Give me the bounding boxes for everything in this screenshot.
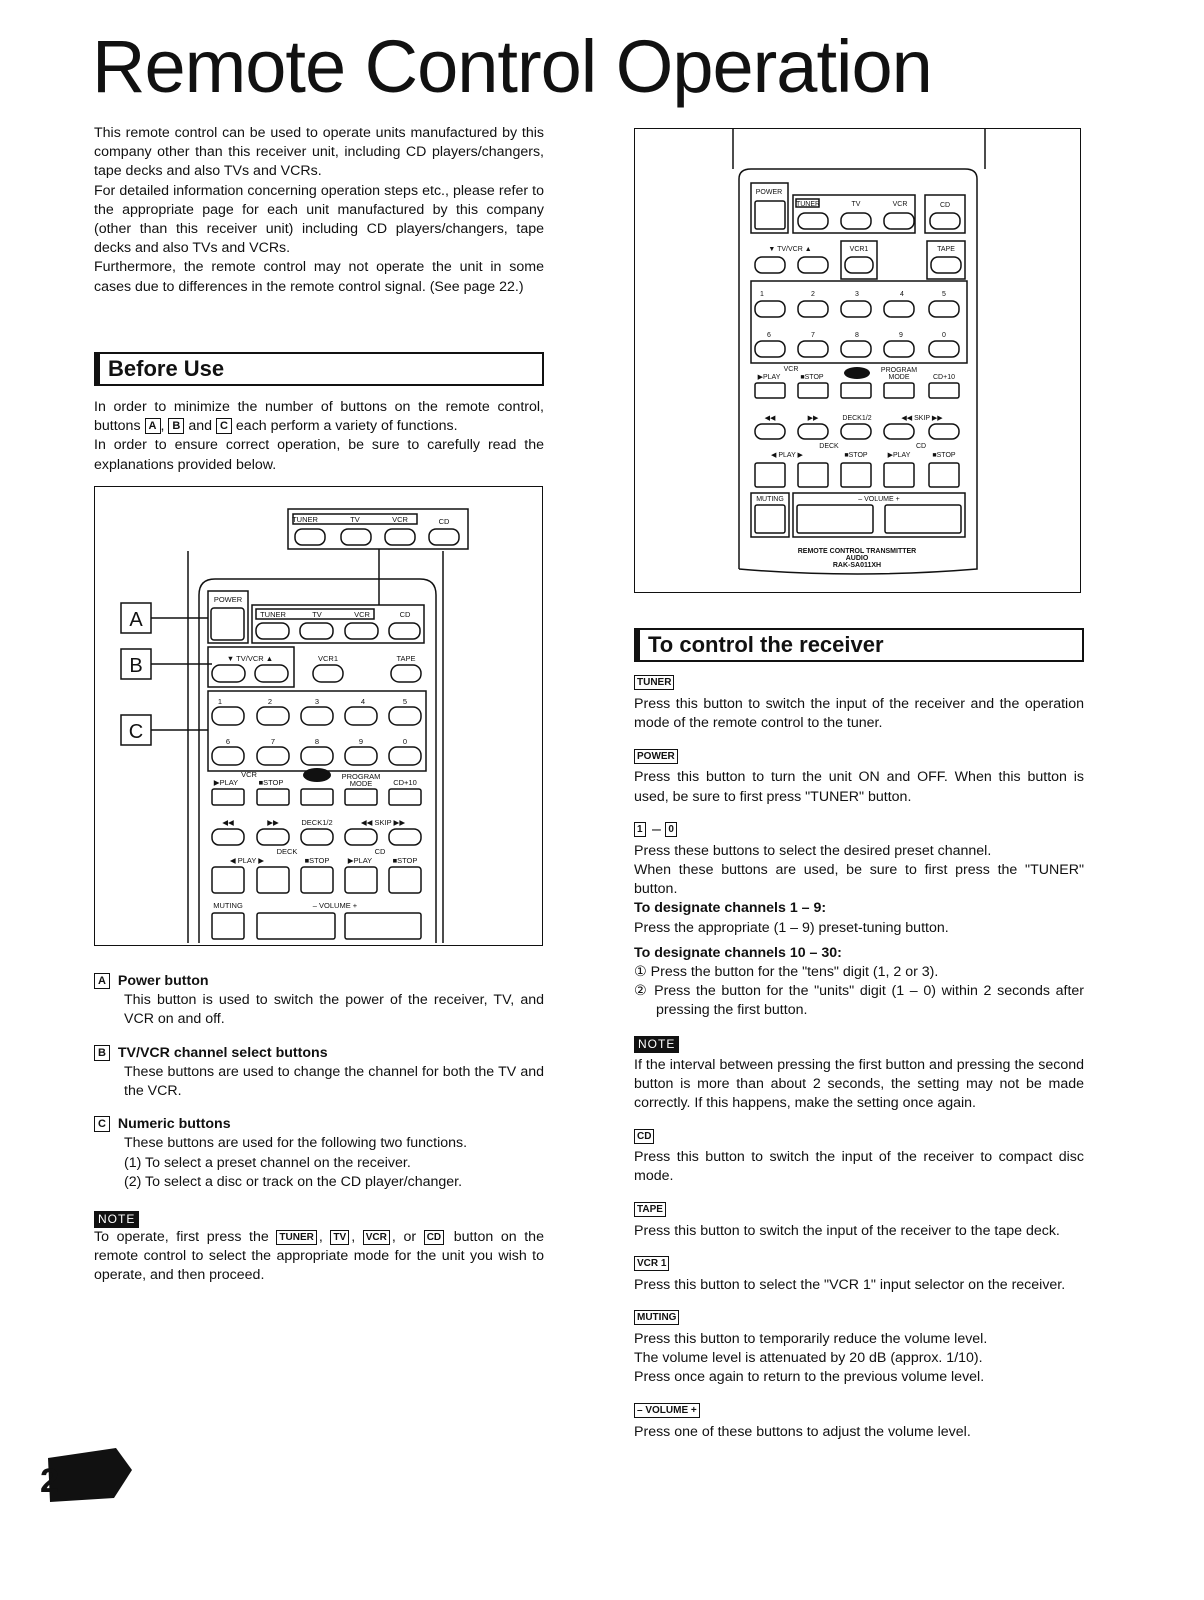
item-c-text: These buttons are used for the following two functions. <box>124 1135 468 1152</box>
tuner-text: Press this button to switch the input of the receiver and the operation mode of the remote control to the tuner. <box>634 696 1084 732</box>
numeric-step-1: ① Press the button for the "tens" digit (1, 2 or 3). <box>634 964 939 981</box>
item-c-sub-1: (1) To select a preset channel on the receiver. <box>124 1154 411 1171</box>
cd-text: Press this button to switch the input of the receiver to compact disc mode. <box>634 1149 1084 1185</box>
cd10-label: CD+10 <box>393 778 417 787</box>
r-stop: ■STOP <box>800 374 824 381</box>
r-vcr-small: VCR <box>783 366 799 373</box>
ff-label: ▶▶ <box>267 818 279 827</box>
strip-vcr-label: VCR <box>392 515 408 524</box>
item-c-tag: C <box>94 1116 110 1132</box>
r-tvvcr-label: ▼ TV/VCR ▲ <box>768 246 812 253</box>
volume-key: – VOLUME + <box>634 1403 700 1418</box>
r-ff: ▶▶ <box>807 415 819 422</box>
item-a-text: This button is used to switch the power of the receiver, TV, and VCR on and off. <box>124 992 544 1028</box>
r-program: PROGRAM <box>880 367 918 374</box>
receiver-cd <box>634 1127 1084 1186</box>
remote-drawing-left <box>95 487 541 944</box>
digit-9: 9 <box>358 737 364 746</box>
model-label: RAK-SA011XH <box>832 562 882 569</box>
tuner-key: TUNER <box>634 675 674 690</box>
r-deck-stop: ■STOP <box>844 452 868 459</box>
item-a-tag: A <box>94 973 110 989</box>
before-use-text <box>94 398 544 475</box>
r-tape-label: TAPE <box>937 246 955 253</box>
tag-a: A <box>145 418 161 434</box>
item-b-text: These buttons are used to change the channel for both the TV and the VCR. <box>124 1063 544 1100</box>
r-digit-3: 3 <box>855 291 859 298</box>
r-tv-label: TV <box>851 201 861 208</box>
note-tv-key: TV <box>330 1230 349 1245</box>
r-vcr-label: VCR <box>892 201 908 208</box>
numeric-heading-2: To designate channels 10 – 30: <box>634 944 842 961</box>
r-muting: MUTING <box>756 496 784 503</box>
receiver-tuner <box>634 674 1084 733</box>
mode-label: MODE <box>349 779 373 788</box>
strip-tv-label: TV <box>350 515 360 524</box>
vcr1-label: VCR1 <box>317 654 339 663</box>
cd-label: CD <box>399 610 411 619</box>
strip-cd-label: CD <box>438 517 450 526</box>
tag-c: C <box>216 418 232 434</box>
receiver-note-text: If the interval between pressing the first button and pressing the second button is more than about 2 seconds, the setting may not be made correctly. If this happens, make the setting once again. <box>634 1056 1084 1112</box>
remote-drawing-right <box>635 129 1079 591</box>
tvvcr-label: ▼ TV/VCR ▲ <box>226 654 274 663</box>
intro-para-3: Furthermore, the remote control may not operate the unit in some cases due to differences in the remote control signal. (See page 22.) <box>94 259 544 295</box>
r-digit-7: 7 <box>811 332 815 339</box>
r-mode: MODE <box>888 374 910 381</box>
numeric-step-2: ② Press the button for the "units" digit (1 – 0) within 2 seconds after pressing the first button. <box>634 983 1084 1019</box>
receiver-muting <box>634 1309 1084 1388</box>
tape-key: TAPE <box>634 1202 666 1217</box>
numeric-text-1: Press these buttons to select the desired preset channel. <box>634 842 992 859</box>
intro-para-2: For detailed information concerning operation steps etc., please refer to the appropriate page for each unit manufactured by this company (other than this receiver unit) including CD players/changers, tape decks and also TVs and VCRs. <box>94 182 544 257</box>
audio-label: AUDIO <box>845 555 869 562</box>
tag-b: B <box>168 418 184 434</box>
item-b-tag: B <box>94 1045 110 1061</box>
r-rew: ◀◀ <box>764 415 776 422</box>
transmitter-label: REMOTE CONTROL TRANSMITTER <box>797 548 917 555</box>
numeric-step-text: Press the appropriate (1 – 9) preset-tuning button. <box>634 919 949 936</box>
item-c-heading: Numeric buttons <box>117 1116 231 1133</box>
muting-text-1: Press this button to temporarily reduce the volume level. <box>634 1331 988 1348</box>
program-label: PROGRAM <box>341 772 381 781</box>
before-use-para-1: In order to minimize the number of buttons on the remote control, buttons A , B and C each perform a variety of functions. <box>94 399 544 435</box>
note-tuner-key: TUNER <box>276 1230 316 1245</box>
r-cd-small: CD <box>915 443 927 450</box>
r-digit-0: 0 <box>942 332 946 339</box>
r-skip: ◀◀ SKIP ▶▶ <box>901 415 943 422</box>
note-vcr-key: VCR <box>363 1230 390 1245</box>
r-digit-9: 9 <box>899 332 903 339</box>
callout-c: C <box>128 721 144 743</box>
power-key: POWER <box>634 749 678 764</box>
r-volume: – VOLUME + <box>858 496 900 503</box>
numeric-key-0: 0 <box>665 822 677 837</box>
skip-label: ◀◀ SKIP ▶▶ <box>360 818 406 827</box>
page-title: Remote Control Operation <box>92 25 932 108</box>
digit-1: 1 <box>217 697 223 706</box>
rew-label: ◀◀ <box>222 818 234 827</box>
item-a <box>94 972 544 1030</box>
digit-2: 2 <box>267 697 273 706</box>
intro-block <box>94 124 544 297</box>
tape-label: TAPE <box>396 654 416 663</box>
callout-b: B <box>129 655 143 677</box>
deck-stop-label: ■STOP <box>304 856 330 865</box>
item-c <box>94 1115 544 1192</box>
strip-tuner-label: TUNER <box>292 515 318 524</box>
receiver-note <box>634 1035 1084 1114</box>
remote-diagram-left <box>94 486 543 946</box>
volume-text: Press one of these buttons to adjust the volume level. <box>634 1423 971 1440</box>
r-deck-small: DECK <box>819 443 839 450</box>
numeric-key-1: 1 <box>634 822 646 837</box>
r-tuner-label: TUNER <box>795 201 821 208</box>
item-c-sub-2: (2) To select a disc or track on the CD player/changer. <box>124 1173 463 1190</box>
cd-play-label: ▶PLAY <box>347 856 373 865</box>
r-cd10: CD+10 <box>933 374 955 381</box>
power-text: Press this button to turn the unit ON and OFF. When this button is used, be sure to first press "TUNER" button. <box>634 769 1084 805</box>
page-number-mark <box>36 1440 146 1510</box>
muting-text-2: The volume level is attenuated by 20 dB (approx. 1/10). <box>634 1350 983 1367</box>
digit-8: 8 <box>314 737 320 746</box>
page-number: 2 <box>40 1462 59 1500</box>
vcr1-text: Press this button to select the "VCR 1" input selector on the receiver. <box>634 1276 1066 1293</box>
digit-3: 3 <box>314 697 320 706</box>
r-deck12: DECK1/2 <box>842 415 872 422</box>
numeric-text-2: When these buttons are used, be sure to first press the "TUNER" button. <box>634 862 1084 898</box>
receiver-section <box>634 674 1084 1456</box>
r-power-label: POWER <box>755 189 783 196</box>
note-cd-key: CD <box>424 1230 444 1245</box>
r-digit-8: 8 <box>855 332 859 339</box>
muting-text-3: Press once again to return to the previous volume level. <box>634 1369 985 1386</box>
cd-key: CD <box>634 1129 654 1144</box>
vcr1-key: VCR 1 <box>634 1256 669 1271</box>
left-note: NOTE To operate, first press the TUNER , TV , VCR , or CD button on the remote control to select the appropriate mode for the unit you wish to operate, and then proceed. <box>94 1212 544 1284</box>
deck-play-label: ◀ PLAY ▶ <box>229 856 265 865</box>
receiver-heading: To control the receiver <box>634 628 1084 662</box>
r-cd-label: CD <box>939 202 951 209</box>
button-descriptions <box>94 972 544 1286</box>
r-deck-play: ◀ PLAY ▶ <box>771 452 803 459</box>
tape-text: Press this button to switch the input of the receiver to the tape deck. <box>634 1222 1060 1239</box>
muting-key: MUTING <box>634 1310 679 1325</box>
digit-5: 5 <box>402 697 408 706</box>
item-b-heading: TV/VCR channel select buttons <box>117 1044 328 1061</box>
play-label: ▶PLAY <box>213 778 239 787</box>
item-a-heading: Power button <box>117 973 209 989</box>
before-use-para-2: In order to ensure correct operation, be sure to carefully read the explanations provided below. <box>94 437 544 473</box>
r-digit-2: 2 <box>811 291 815 298</box>
tuner-label: TUNER <box>260 610 286 619</box>
tv-label: TV <box>312 610 322 619</box>
muting-label: MUTING <box>213 901 243 910</box>
cd-stop-label: ■STOP <box>392 856 418 865</box>
deck12-label: DECK1/2 <box>301 818 333 827</box>
remote-diagram-right <box>634 128 1081 593</box>
receiver-volume <box>634 1402 1084 1442</box>
r-vcr1-label: VCR1 <box>849 246 869 253</box>
intro-para-1: This remote control can be used to operate units manufactured by this company other than this receiver unit, including CD players/changers, tape decks and also TVs and VCRs. <box>94 125 544 180</box>
r-digit-1: 1 <box>760 291 764 298</box>
vcr-label: VCR <box>354 610 370 619</box>
receiver-power <box>634 747 1084 806</box>
digit-4: 4 <box>360 697 366 706</box>
volume-label: – VOLUME + <box>312 901 358 910</box>
left-note-label: NOTE <box>94 1211 139 1228</box>
receiver-tape <box>634 1201 1084 1241</box>
receiver-numeric: 1 – 0 Press these buttons to select the desired preset channel. When these buttons are used, be sure to first press the "TUNER" button. To designate channels 1 – 9: Press the appropriate (1 – 9) preset-tuning button. To designate channels 10 – 30: ① Press the button for the "tens" digit (1, 2 or 3). ② Press the button for the "units" digit (1 – 0) within 2 seconds after pressing the first button. <box>634 821 1084 1021</box>
before-use-heading: Before Use <box>94 352 544 386</box>
callout-a: A <box>129 609 143 631</box>
digit-7: 7 <box>270 737 276 746</box>
r-digit-6: 6 <box>767 332 771 339</box>
r-cd-stop: ■STOP <box>932 452 956 459</box>
r-cd-play: ▶PLAY <box>887 452 911 459</box>
r-digit-4: 4 <box>900 291 904 298</box>
r-play: ▶PLAY <box>757 374 781 381</box>
numeric-heading-1: To designate channels 1 – 9: <box>634 900 827 917</box>
vcr-small-label: VCR <box>241 770 257 779</box>
digit-6: 6 <box>225 737 231 746</box>
receiver-vcr1 <box>634 1255 1084 1295</box>
cd-small-label: CD <box>374 847 386 856</box>
stop-label: ■STOP <box>258 778 284 787</box>
r-digit-5: 5 <box>942 291 946 298</box>
receiver-note-label: NOTE <box>634 1036 679 1053</box>
deck-small-label: DECK <box>276 847 298 856</box>
item-b <box>94 1044 544 1102</box>
digit-0: 0 <box>402 737 408 746</box>
power-label: POWER <box>213 595 243 604</box>
